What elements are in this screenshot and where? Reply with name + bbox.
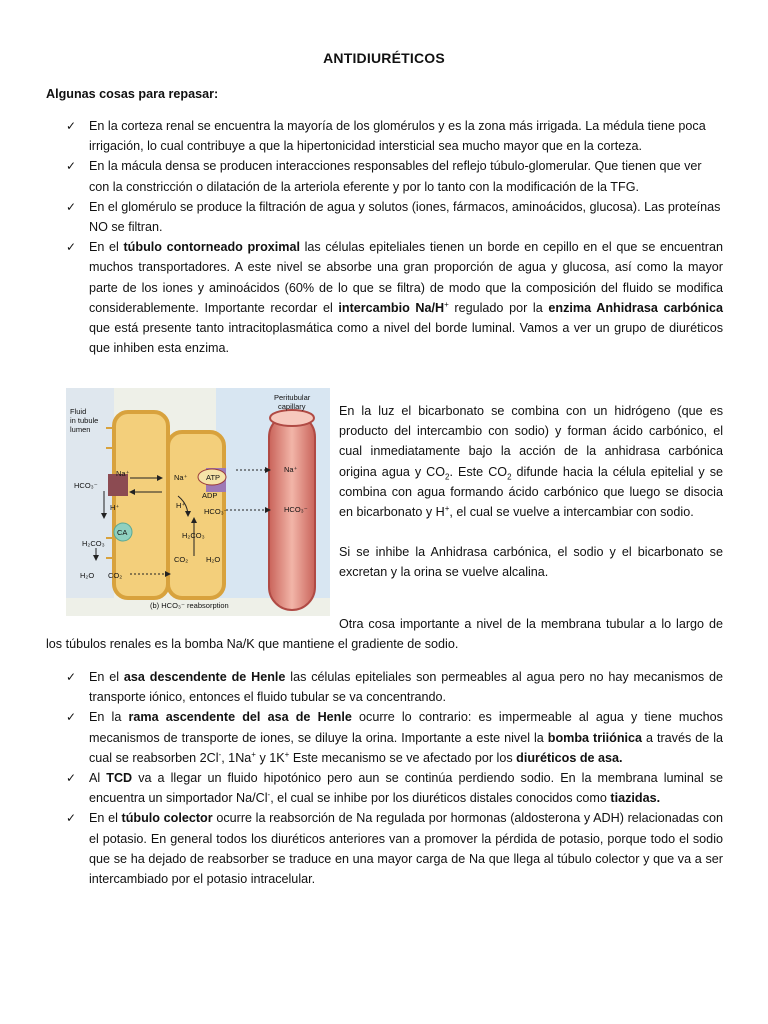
capillary-label-line2: capillary [278,402,306,411]
text-run-bold: asa descendente de Henle [123,670,286,684]
capillary-na-label: Na⁺ [284,465,298,474]
list-item [66,808,723,889]
page-title: ANTIDIURÉTICOS [323,50,445,66]
figure-illustration [66,388,330,616]
list-item-text: NO se filtran. [89,220,163,235]
cell-co2-label: CO₂ [174,555,189,564]
cell-h-label: H⁺ [176,501,186,510]
cell-h2co3-label: H₂CO₃ [182,531,205,540]
lumen-h2o-label: H₂O [80,571,95,580]
list-item [66,116,723,156]
text-run-bold: diuréticos de asa. [516,750,623,765]
lumen-co2-label: CO₂ [108,571,123,580]
figure-side-text [339,401,723,583]
lumen-h-label: H⁺ [110,503,120,512]
text-run-bold: intercambio Na/H [338,300,445,315]
superscript: + [444,299,449,309]
side-paragraph: Si se inhibe la Anhidrasa carbónica, el sodio y el bicarbonato se excretan y la orina se vuelve alcalina. [339,545,723,580]
check-icon: ✓ [66,240,77,255]
cell-h2o-label: H₂O [206,555,221,564]
subscript: 2 [445,472,450,482]
text-run: En la [89,710,129,725]
capillary-hco3-label: HCO₃⁻ [284,505,308,514]
text-run: difunde hacia la célula epitelial y se combina con agua formando ácido carbónico que luego se disocia en bicarbonato y H [339,464,724,520]
fluid-label-line1: Fluid [70,407,87,416]
figure-caption: (b) HCO₃⁻ reabsorption [150,601,229,610]
hco3-reabsorption-figure [66,388,330,616]
cell-na-label: Na⁺ [174,473,188,482]
text-run: ocurre lo contrario: es impermeable al agua y tiene muchos mecanismos de transporte de iones, se diluye la orina. Importante a este nivel la [89,710,723,745]
subscript: 2 [507,472,512,482]
text-run-bold: túbulo colector [121,811,213,826]
list-item [66,197,723,237]
text-run: ocurre la reabsorción de Na regulada por hormonas (aldosterona y ADH) relacionadas con el potasio. En general todos los diuréticos anteriores van a promover la pérdida de potasio, porque todo el sodio que se ha dejado de reabsorber se traduce en una mayor carga de Na que llega al túbulo colector y que va a ser intercambiado por el potasio intracelular. [89,811,723,887]
fluid-label-line3: lumen [70,425,91,434]
superscript: + [284,749,290,759]
check-icon: ✓ [66,199,77,214]
text-run: . Este CO [449,464,508,479]
intro-heading: Algunas cosas para repasar: [46,87,219,101]
text-run: En la luz el bicarbonato se combina con un hidrógeno (que es producto del intercambio con sodio) y forman ácido carbónico, el cual inmediatamente bajo la acción de la anhidrasa carbónica origina agua y CO [339,404,723,479]
list-item-text: En la mácula densa se producen interacciones responsables del reflejo túbulo-glomerular. Que tienen que ver con la constricción o dilatación de la arteriola eferente y por lo tanto con la modificación de la TFG. [89,159,702,194]
superscript: - [218,749,222,759]
text-run: a través de la cual se reabsorben 2Cl [89,730,723,765]
review-list [66,116,723,358]
text-run: En el [89,811,122,826]
list-item [66,237,723,358]
lumen-na-label: Na⁺ [116,469,130,478]
check-icon: ✓ [66,119,77,133]
list-item [66,667,723,707]
text-run: y 1K [255,750,285,765]
nephron-list [66,667,723,889]
superscript: + [251,749,256,759]
list-item [66,156,723,196]
check-icon: ✓ [66,670,77,684]
text-run: las células epiteliales son permeables al agua pero no hay mecanismos de transporte iónico, entonces el fluido tubular se va concentrando. [89,670,723,705]
text-run-bold: rama ascendente del asa de Henle [128,710,352,725]
list-item-text: En la corteza renal se encuentra la mayoría de los glomérulos y es la zona más irrigada. La médula tiene poca irrigación, lo cual contribuye a que la hipertonicidad intersticial sea mucho mayor que en la corteza. [89,119,706,154]
text-run: , el cual se inhibe por los diuréticos distales conocidos como [270,791,611,806]
text-run: las células epiteliales tienen un borde en cepillo en el que se encuentran muchos transportadores. A este nivel se absorbe una gran proporción de agua y glucosa, así como la mayor parte de los iones y aminoácidos (60% de lo que se filtra) de modo que la composición del fluido se modifica considerablemente. Importante recordar el [89,240,723,315]
check-icon: ✓ [66,710,77,725]
text-run: Otra cosa importante a nivel de la membrana tubular a lo largo de los túbulos renales es la bomba Na/K que mantiene el gradiente de sodio. [46,617,723,652]
lumen-hco3-label: HCO₃⁻ [74,481,98,490]
capillary-label-line1: Peritubular [274,393,311,402]
text-run: Este mecanismo se ve afectado por los [289,750,517,765]
text-run-bold: enzima Anhidrasa carbónica [548,300,723,315]
superscript: - [267,790,271,800]
atp-label: ATP [206,473,221,482]
adp-label: ADP [202,491,218,500]
side-paragraph [339,401,723,522]
check-icon: ✓ [66,811,77,826]
text-run: regulado por la [448,300,549,315]
lumen-h2co3-label: H₂CO₃ [82,539,105,548]
superscript: + [444,503,450,513]
text-run: En el [89,240,124,255]
text-run-bold: bomba triiónica [547,730,643,745]
text-run-bold: TCD [106,771,133,786]
text-run: En el [89,670,124,684]
fluid-label-line2: in tubule [70,416,99,425]
check-icon: ✓ [66,771,77,786]
cell-hco3-label: HCO₃⁻ [204,507,228,516]
text-run: , el cual se vuelve a intercambiar con sodio. [449,505,694,520]
text-run: va a llegar un fluido hipotónico pero aun se continúa perdiendo sodio. En la membrana luminal se encuentra un simportador Na/Cl [89,771,723,806]
list-item [66,768,723,808]
text-run: Al [89,771,107,786]
list-item-text: En el glomérulo se produce la filtración de agua y solutos (iones, fármacos, aminoácidos, glucosa). Las proteínas [89,199,721,214]
ca-label: CA [117,528,128,537]
list-item [66,707,723,768]
check-icon: ✓ [66,159,77,174]
text-run-bold: túbulo contorneado proximal [123,240,300,255]
text-run: , 1Na [221,750,252,765]
body-paragraph [46,614,723,654]
text-run: que está presente tanto intracitoplasmática como a nivel del borde luminal. Vamos a ver un grupo de diuréticos que inhiben esta enzima. [89,321,723,356]
text-run-bold: tiazidas. [610,791,661,806]
